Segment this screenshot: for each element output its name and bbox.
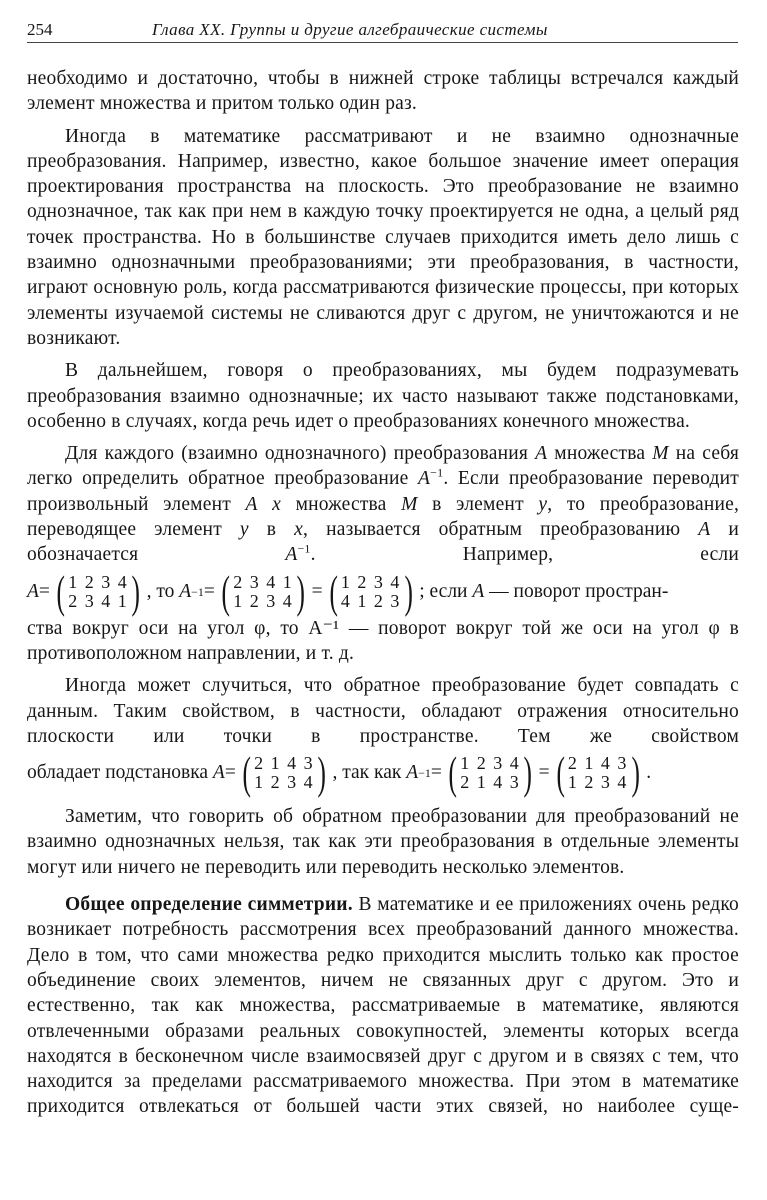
paragraph-2: Иногда в математике рассматривают и не взаимно однозначные преобразования. Например, известно, какое большое значение имеет операция проектирования пространства на плоскость. Это преобразование не взаимно однозначное, так как при нем в каждую точку проектируется не одна, а целый ряд точек пространства. Но в большинстве случаев приходится иметь дело лишь с взаимно однозначными преобразованиями; эти преобразования, в частности, играют основную роль, когда рассматриваются физические процессы, при которых элементы изучаемой системы не сливаются друг с другом, не уничтожаются и не возникают.: [27, 125, 739, 349]
matrix-1: ( 1 2 3 4 2 3 4 1 ): [56, 565, 141, 617]
matrix-2: ( 2 3 4 1 1 2 3 4 ): [221, 565, 306, 617]
matrix-3: ( 1 2 3 4 4 1 2 3 ): [329, 565, 413, 617]
running-title: Глава XX. Группы и другие алгебраические системы: [152, 20, 548, 39]
page-header: [27, 14, 738, 43]
body-text: [27, 66, 739, 1120]
paragraph-4-end: ства вокруг оси на угол φ, то A⁻¹ — поворот вокруг той же оси на угол φ в противоположном направлении, и т. д.: [27, 617, 739, 664]
matrix-4: ( 2 1 4 3 1 2 3 4 ): [242, 747, 327, 799]
formula-line-2: обладает подстановка A = ( 2 1 4 3 1 2 3 4 ) , так как A −1 = ( 1 2 3 4 2 1 4 3 ) = ( 2 1 4 3 1 2 3 4 ) .: [27, 747, 652, 799]
paragraph-6: Заметим, что говорить об обратном преобразовании для преобразований не взаимно однозначных нельзя, так как эти преобразования в отдельные элементы могут или ничего не переводить или переводить несколько элементов.: [27, 806, 739, 878]
formula-line-1: A = ( 1 2 3 4 2 3 4 1 ) , то A −1 = ( 2 3 4 1 1 2 3 4 ) = ( 1 2 3 4 4 1 2 3 ) ; если A — поворот простран-: [27, 565, 669, 617]
matrix-6: ( 2 1 4 3 1 2 3 4 ): [556, 747, 640, 799]
matrix-5: ( 1 2 3 4 2 1 4 3 ): [448, 747, 533, 799]
paragraph-3: В дальнейшем, говоря о преобразованиях, мы будем подразумевать преобразования взаимно однозначные; их часто называют также подстановками, особенно в случаях, когда речь идет о преобразованиях конечного множества.: [27, 360, 739, 432]
page-number: 254: [27, 20, 53, 39]
paragraph-1: необходимо и достаточно, чтобы в нижней строке таблицы встречался каждый элемент множества и притом только один раз.: [27, 68, 739, 115]
paragraph-4: Для каждого (взаимно однозначного) преобразования A множества M на себя легко определить обратное преобразование $A^{-1}$. Если преобразование переводит произвольный элемент A x множества M в элемент y, то преобразование, переводящее элемент y в x, называется обратным преобразованию A и обозначается $A^{-1}$. Например, если: [27, 443, 740, 566]
section-heading: Общее определение симметрии.: [65, 894, 353, 916]
paragraph-5: Иногда может случиться, что обратное преобразование будет совпадать с данным. Таким свойством, в частности, обладают отражения относительно плоскости или точки в пространстве. Тем же свойством: [27, 675, 739, 747]
paragraph-7: Общее определение симметрии. В математике и ее приложениях очень редко возникает потребность рассмотрения всех преобразований данного множества. Дело в том, что сами множества редко приходится мыслить только как простое объединение своих элементов, ничем не связанных друг с другом. Это и естественно, так как множества, рассматриваемые в математике, являются отвлеченными образами реальных совокупностей, элементы которых всегда находятся в бесконечном числе взаимосвязей друг с другом и в связях с тем, что находится за пределами рассматриваемого множества. При этом в математике приходится отвлекаться от большей части этих связей, но наиболее суще-: [27, 894, 739, 1118]
